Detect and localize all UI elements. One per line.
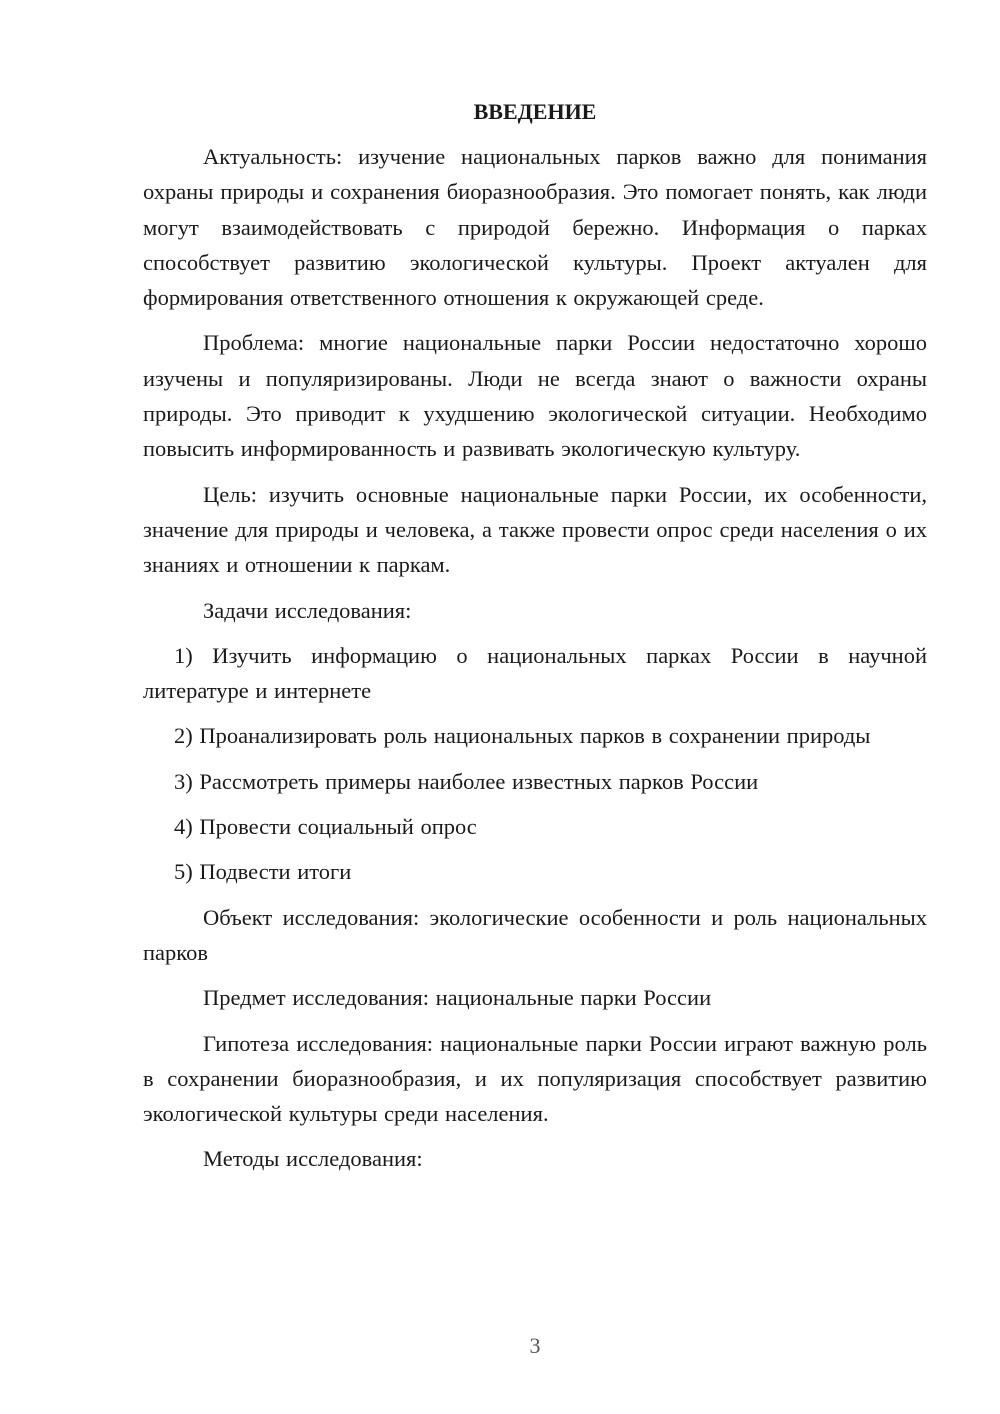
task-item-5: 5) Подвести итоги [174,859,352,885]
paragraph-tasks-title: Задачи исследования: [203,597,412,623]
paragraph-object: Объект исследования: экологические особенности и роль национальных парков [143,904,927,965]
paragraph-goal: Цель: изучить основные национальные парки России, их особенности, значение для природы и человека, а также провести опрос среди населения о их знаниях и отношении к паркам. [143,481,927,578]
paragraph-problem: Проблема: многие национальные парки России недостаточно хорошо изучены и популяризированы. Люди не всегда знают о важности охраны природы. Это приводит к ухудшению экологической ситуации. Необходимо повысить информированность и развивать экологическую культуру. [143,330,927,462]
paragraph-subject: Предмет исследования: национальные парки России [203,985,712,1011]
task-item-2: 2) Проанализировать роль национальных парков в сохранении природы [174,723,871,749]
page-title: ВВЕДЕНИЕ [473,99,597,124]
task-item-3: 3) Рассмотреть примеры наиболее известных парков России [174,768,759,794]
task-item-4: 4) Провести социальный опрос [174,814,477,840]
task-item-1: 1) Изучить информацию о национальных парках России в научной литературе и интернете [143,642,927,704]
paragraph-hypothesis: Гипотеза исследования: национальные парки России играют важную роль в сохранении биоразнообразия, и их популяризация способствует развитию экологической культуры среди населения. [143,1030,927,1127]
document-page [143,94,927,1187]
paragraph-relevance: Актуальность: изучение национальных парков важно для понимания охраны природы и сохранения биоразнообразия. Это помогает понять, как люди могут взаимодействовать с природой бережно. Информация о парках способствует развитию экологической культуры. Проект актуален для формирования ответственного отношения к окружающей среде. [143,144,927,311]
page-number: 3 [529,1333,541,1358]
paragraph-methods-title: Методы исследования: [203,1146,423,1172]
